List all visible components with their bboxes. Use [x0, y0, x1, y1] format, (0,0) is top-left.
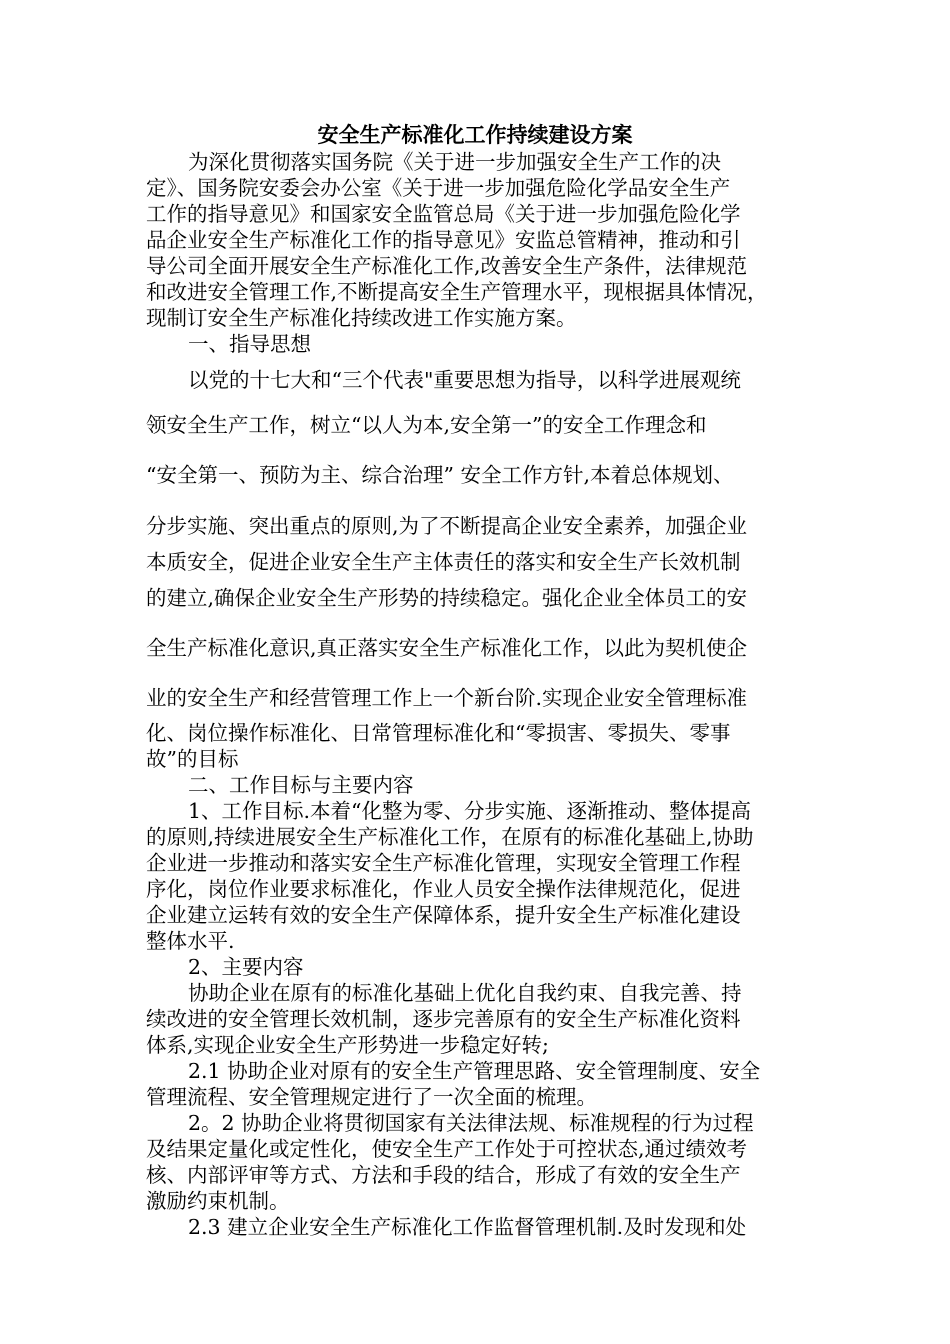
- paragraph-line: 体系,实现企业安全生产形势进一步稳定好转;: [146, 1033, 549, 1057]
- section-heading: 一、指导思想: [188, 332, 311, 356]
- paragraph-line: 管理流程、安全管理规定进行了一次全面的梳理。: [146, 1085, 597, 1109]
- paragraph-line: 以党的十七大和“三个代表"重要思想为指导，以科学进展观统: [188, 368, 741, 392]
- paragraph-line: 品企业安全生产标准化工作的指导意见》安监总管精神，推动和引: [146, 228, 741, 252]
- paragraph-line: 化、岗位操作标准化、日常管理标准化和“零损害、零损失、零事: [146, 721, 731, 745]
- paragraph-line: 和改进安全管理工作,不断提高安全生产管理水平，现根据具体情况，: [146, 280, 768, 304]
- paragraph-line: 核、内部评审等方式、方法和手段的结合，形成了有效的安全生产: [146, 1163, 741, 1187]
- paragraph-line: 为深化贯彻落实国务院《关于进一步加强安全生产工作的决: [188, 150, 721, 174]
- paragraph-line: 本质安全，促进企业安全生产主体责任的落实和安全生产长效机制: [146, 550, 741, 574]
- paragraph-line: 激励约束机制。: [146, 1189, 290, 1213]
- paragraph-line: 2。2 协助企业将贯彻国家有关法律法规、标准规程的行为过程: [188, 1111, 754, 1135]
- paragraph-line: “安全第一、预防为主、综合治理” 安全工作方针,本着总体规划、: [146, 463, 734, 487]
- paragraph-line: 协助企业在原有的标准化基础上优化自我约束、自我完善、持: [188, 981, 742, 1005]
- paragraph-line: 导公司全面开展安全生产标准化工作,改善安全生产条件，法律规范: [146, 254, 748, 278]
- paragraph-line: 续改进的安全管理长效机制，逐步完善原有的安全生产标准化资料: [146, 1007, 741, 1031]
- paragraph-line: 分步实施、突出重点的原则,为了不断提高企业安全素养，加强企业: [146, 514, 748, 538]
- paragraph-line: 故”的目标: [146, 747, 239, 771]
- paragraph-line: 企业进一步推动和落实安全生产标准化管理，实现安全管理工作程: [146, 851, 741, 875]
- paragraph-line: 现制订安全生产标准化持续改进工作实施方案。: [146, 306, 577, 330]
- paragraph-line: 定》、国务院安委会办公室《关于进一步加强危险化学品安全生产: [146, 176, 731, 200]
- document-title: 安全生产标准化工作持续建设方案: [317, 123, 633, 147]
- paragraph-line: 企业建立运转有效的安全生产保障体系，提升安全生产标准化建设: [146, 903, 741, 927]
- paragraph-line: 领安全生产工作，树立“以人为本,安全第一”的安全工作理念和: [146, 413, 707, 437]
- paragraph-line: 2.3 建立企业安全生产标准化工作监督管理机制.及时发现和处: [188, 1215, 747, 1239]
- paragraph-line: 全生产标准化意识,真正落实安全生产标准化工作，以此为契机使企: [146, 636, 748, 660]
- paragraph-line: 的建立,确保企业安全生产形势的持续稳定。强化企业全体员工的安: [146, 586, 748, 610]
- paragraph-line: 序化，岗位作业要求标准化，作业人员安全操作法律规范化，促进: [146, 877, 741, 901]
- paragraph-line: 1、工作目标.本着“化整为零、分步实施、逐渐推动、整体提高: [188, 799, 752, 823]
- paragraph-line: 工作的指导意见》和国家安全监管总局《关于进一步加强危险化学: [146, 202, 741, 226]
- paragraph-line: 2.1 协助企业对原有的安全生产管理思路、安全管理制度、安全: [188, 1059, 761, 1083]
- paragraph-line: 业的安全生产和经营管理工作上一个新台阶.实现企业安全管理标准: [146, 686, 748, 710]
- subsection-heading: 2、主要内容: [188, 955, 304, 979]
- paragraph-line: 及结果定量化或定性化，使安全生产工作处于可控状态,通过绩效考: [146, 1137, 748, 1161]
- section-heading: 二、工作目标与主要内容: [188, 773, 414, 797]
- paragraph-line: 整体水平.: [146, 929, 235, 953]
- paragraph-line: 的原则,持续进展安全生产标准化工作，在原有的标准化基础上,协助: [146, 825, 754, 849]
